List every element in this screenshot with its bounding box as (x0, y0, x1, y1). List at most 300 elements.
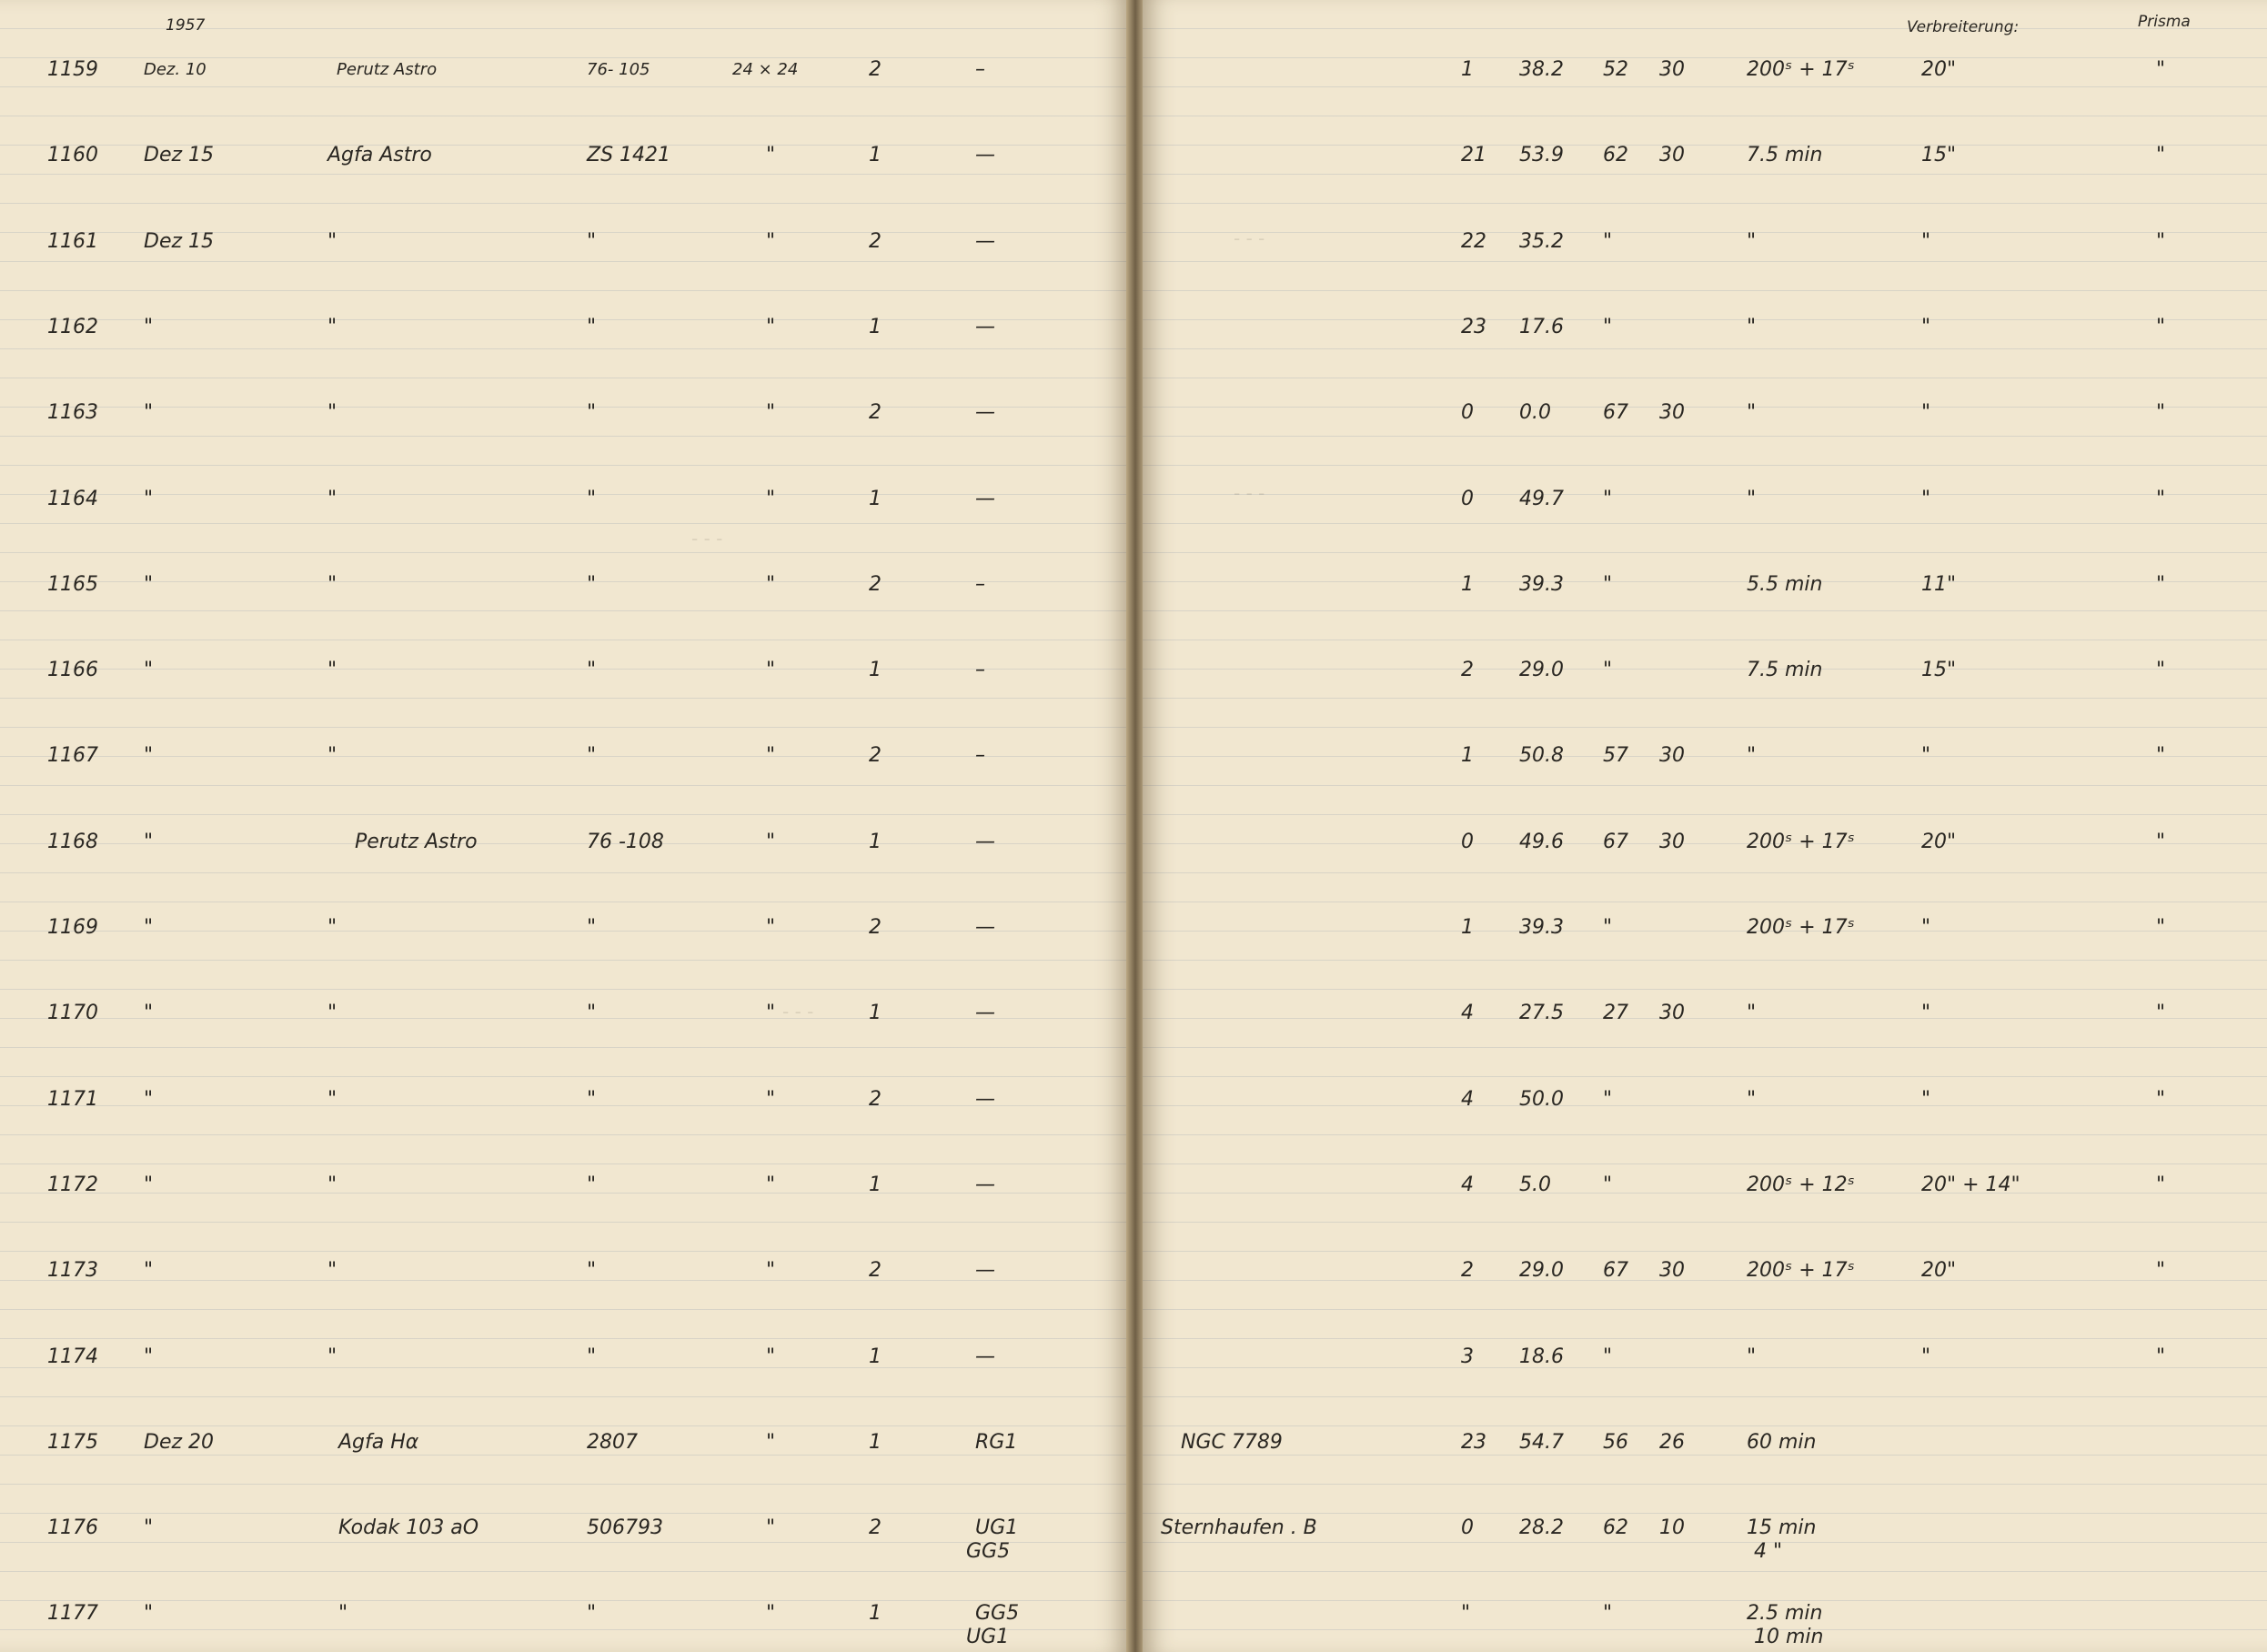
prisma-header: Prisma (2138, 13, 2191, 31)
dec-minutes-cell: 30 (1659, 1002, 1685, 1025)
ra-minutes-cell: 53.9 (1519, 144, 1564, 167)
film-cell: Perutz Astro (355, 830, 478, 853)
plate-number: 1166 (47, 659, 98, 682)
emulsion-cell: " (587, 1602, 597, 1626)
filter-cell: – (975, 572, 985, 596)
table-row (1143, 1597, 2267, 1649)
emulsion-cell: 506793 (587, 1516, 663, 1540)
dec-degrees-cell: " (1603, 659, 1613, 682)
emulsion-cell: " (587, 401, 597, 425)
table-row (0, 310, 1128, 347)
dec-degrees-cell: 27 (1603, 1002, 1628, 1025)
ra-hours-cell: 22 (1461, 229, 1486, 253)
emulsion-cell: " (587, 487, 597, 510)
exposure-cell: 7.5 min (1747, 659, 1823, 682)
count-cell: 2 (869, 1259, 882, 1283)
emulsion-cell: 2807 (587, 1430, 638, 1454)
count-cell: 2 (869, 744, 882, 768)
table-row (0, 138, 1128, 175)
dec-degrees-cell: 52 (1603, 58, 1628, 81)
plate-number: 1167 (47, 744, 98, 768)
plate-number: 1162 (47, 315, 98, 338)
size-cell: " (766, 229, 776, 253)
count-cell: 1 (869, 659, 882, 682)
table-row (0, 825, 1128, 861)
date-cell: Dez 15 (144, 144, 215, 167)
count-cell: 2 (869, 1516, 882, 1540)
film-cell: Agfa Hα (338, 1430, 419, 1454)
filter-cell: — (975, 144, 995, 167)
dec-degrees-cell: 57 (1603, 744, 1628, 768)
film-cell: " (327, 315, 338, 338)
table-row (1143, 1254, 2267, 1290)
filter-cell: — (975, 487, 995, 510)
size-cell: " (766, 830, 776, 853)
exposure-cell: 15 min (1747, 1516, 1817, 1540)
size-cell: " (766, 1430, 776, 1454)
size-cell: " (766, 1516, 776, 1540)
ra-hours-cell: 0 (1461, 1516, 1474, 1540)
emulsion-cell: " (587, 1259, 597, 1283)
size-cell: " (766, 401, 776, 425)
filter-cell: — (975, 1345, 995, 1368)
ra-hours-cell: 3 (1461, 1345, 1474, 1368)
bleed-through-text: - - - (782, 1001, 814, 1022)
table-row (1143, 739, 2267, 775)
film-cell: " (327, 659, 338, 682)
film-cell: " (327, 1345, 338, 1368)
count-cell: 1 (869, 487, 882, 510)
ra-minutes-cell: 5.0 (1519, 1173, 1551, 1196)
dec-degrees-cell: " (1603, 572, 1613, 596)
ra-hours-cell: 4 (1461, 1087, 1474, 1111)
ra-minutes-cell: 17.6 (1519, 315, 1564, 338)
dec-minutes-cell: 26 (1659, 1430, 1685, 1454)
bleed-through-text: - - - (691, 528, 723, 549)
prism-cell: " (2156, 572, 2166, 596)
widening-cell: " (1921, 1345, 1931, 1368)
exposure-cell: " (1747, 315, 1757, 338)
widening-cell: " (1921, 916, 1931, 939)
dec-degrees-cell: " (1603, 1602, 1613, 1626)
exposure-cell: 2.5 min (1747, 1602, 1823, 1626)
ra-minutes-cell: 39.3 (1519, 916, 1564, 939)
ra-hours-cell: 23 (1461, 1430, 1486, 1454)
table-row (1143, 996, 2267, 1032)
size-cell: " (766, 1345, 776, 1368)
ra-hours-cell: 0 (1461, 401, 1474, 425)
filter-cell: — (975, 315, 995, 338)
size-cell: 24 × 24 (732, 60, 799, 79)
filter-cell: — (975, 1259, 995, 1283)
plate-number: 1176 (47, 1516, 98, 1540)
table-row (0, 1083, 1128, 1119)
widening-cell: " (1921, 401, 1931, 425)
filter-cell: — (975, 916, 995, 939)
plate-number: 1161 (47, 229, 98, 253)
dec-degrees-cell: " (1603, 315, 1613, 338)
count-cell: 1 (869, 1173, 882, 1196)
count-cell: 1 (869, 1002, 882, 1025)
table-row (1143, 1168, 2267, 1204)
filter-cell: – (975, 58, 985, 81)
emulsion-cell: " (587, 659, 597, 682)
table-row (1143, 138, 2267, 175)
object-cell: NGC 7789 (1181, 1430, 1283, 1454)
ra-minutes-cell: 18.6 (1519, 1345, 1564, 1368)
dec-degrees-cell: " (1603, 916, 1613, 939)
size-cell: " (766, 1602, 776, 1626)
ra-hours-cell: 1 (1461, 58, 1474, 81)
film-cell: " (327, 1259, 338, 1283)
table-row (0, 482, 1128, 519)
filter-cell: — (975, 401, 995, 425)
filter-cell: – (975, 744, 985, 768)
count-cell: 1 (869, 1602, 882, 1626)
dec-degrees-cell: " (1603, 487, 1613, 510)
count-cell: 2 (869, 1087, 882, 1111)
dec-minutes-cell: 30 (1659, 58, 1685, 81)
emulsion-cell: 76 -108 (587, 830, 664, 853)
exposure-cell: 200ˢ + 17ˢ (1747, 830, 1855, 853)
ra-minutes-cell: 49.7 (1519, 487, 1564, 510)
table-row (0, 1340, 1128, 1376)
plate-number: 1173 (47, 1259, 98, 1283)
ra-hours-cell: 1 (1461, 744, 1474, 768)
dec-degrees-cell: 62 (1603, 1516, 1628, 1540)
dec-minutes-cell: 30 (1659, 1259, 1685, 1283)
table-row (0, 396, 1128, 432)
emulsion-cell: " (587, 916, 597, 939)
bleed-through-text: - - - (1234, 227, 1265, 249)
dec-degrees-cell: 67 (1603, 401, 1628, 425)
dec-minutes-cell: 30 (1659, 744, 1685, 768)
exposure-cell: 200ˢ + 17ˢ (1747, 1259, 1855, 1283)
table-row (0, 225, 1128, 261)
table-row (0, 996, 1128, 1032)
widening-cell: 20" + 14" (1921, 1173, 2020, 1196)
filter-cell-second: GG5 (966, 1540, 1011, 1564)
count-cell: 1 (869, 830, 882, 853)
exposure-cell: " (1747, 487, 1757, 510)
date-cell: " (144, 315, 154, 338)
filter-cell: — (975, 830, 995, 853)
ra-hours-cell: 1 (1461, 916, 1474, 939)
filter-cell: — (975, 1087, 995, 1111)
film-cell: Agfa Astro (327, 144, 432, 167)
film-cell: " (338, 1602, 348, 1626)
film-cell: " (327, 1087, 338, 1111)
prism-cell: " (2156, 401, 2166, 425)
dec-minutes-cell: 30 (1659, 830, 1685, 853)
table-row (0, 1597, 1128, 1649)
dec-degrees-cell: 56 (1603, 1430, 1628, 1454)
plate-number: 1169 (47, 916, 98, 939)
date-cell: " (144, 487, 154, 510)
size-cell: " (766, 659, 776, 682)
ra-hours-cell: " (1461, 1602, 1471, 1626)
film-cell: Perutz Astro (337, 60, 438, 79)
widening-cell: " (1921, 1087, 1931, 1111)
dec-degrees-cell: " (1603, 1345, 1613, 1368)
exposure-cell: " (1747, 1002, 1757, 1025)
size-cell: " (766, 916, 776, 939)
bleed-through-text: - - - (1234, 482, 1265, 504)
size-cell: " (766, 1173, 776, 1196)
plate-number: 1163 (47, 401, 98, 425)
plate-number: 1164 (47, 487, 98, 510)
table-row (1143, 1511, 2267, 1564)
year-label: 1957 (166, 16, 206, 35)
prism-cell: " (2156, 487, 2166, 510)
emulsion-cell: " (587, 744, 597, 768)
table-row (1143, 1340, 2267, 1376)
emulsion-cell: " (587, 229, 597, 253)
ra-hours-cell: 4 (1461, 1002, 1474, 1025)
date-cell: " (144, 1173, 154, 1196)
film-cell: " (327, 401, 338, 425)
ra-minutes-cell: 39.3 (1519, 572, 1564, 596)
ra-minutes-cell: 27.5 (1519, 1002, 1564, 1025)
date-cell: " (144, 1516, 154, 1540)
ra-minutes-cell: 29.0 (1519, 1259, 1564, 1283)
filter-cell: UG1 (975, 1516, 1019, 1540)
dec-degrees-cell: " (1603, 229, 1613, 253)
table-row (1143, 1083, 2267, 1119)
widening-cell: 15" (1921, 144, 1957, 167)
dec-degrees-cell: " (1603, 1087, 1613, 1111)
dec-degrees-cell: 62 (1603, 144, 1628, 167)
size-cell: " (766, 744, 776, 768)
plate-number: 1175 (47, 1430, 98, 1454)
film-cell: " (327, 916, 338, 939)
table-row (1143, 396, 2267, 432)
table-row (0, 1511, 1128, 1564)
widening-cell: 20" (1921, 830, 1957, 853)
size-cell: " (766, 144, 776, 167)
count-cell: 1 (869, 1345, 882, 1368)
right-page (1143, 0, 2267, 1652)
table-row (1143, 482, 2267, 519)
exposure-cell: 5.5 min (1747, 572, 1823, 596)
size-cell: " (766, 1002, 776, 1025)
date-cell: " (144, 659, 154, 682)
exposure-cell: 7.5 min (1747, 144, 1823, 167)
table-row (0, 739, 1128, 775)
prism-cell: " (2156, 830, 2166, 853)
filter-cell: – (975, 659, 985, 682)
date-cell: Dez. 10 (144, 60, 207, 79)
date-cell: " (144, 744, 154, 768)
plate-number: 1170 (47, 1002, 98, 1025)
ra-minutes-cell: 54.7 (1519, 1430, 1564, 1454)
table-row (1143, 568, 2267, 604)
prism-cell: " (2156, 1345, 2166, 1368)
date-cell: " (144, 1087, 154, 1111)
prism-cell: " (2156, 916, 2166, 939)
dec-minutes-cell: 10 (1659, 1516, 1685, 1540)
date-cell: " (144, 1345, 154, 1368)
size-cell: " (766, 572, 776, 596)
object-cell: Sternhaufen . B (1161, 1516, 1317, 1540)
date-cell: " (144, 401, 154, 425)
emulsion-cell: " (587, 1173, 597, 1196)
count-cell: 1 (869, 144, 882, 167)
table-row (1143, 225, 2267, 261)
widening-cell: " (1921, 744, 1931, 768)
widening-cell: " (1921, 229, 1931, 253)
widening-cell: 20" (1921, 58, 1957, 81)
prism-cell: " (2156, 144, 2166, 167)
ra-minutes-cell: 38.2 (1519, 58, 1564, 81)
filter-cell: — (975, 229, 995, 253)
size-cell: " (766, 487, 776, 510)
film-cell: " (327, 229, 338, 253)
widening-cell: 20" (1921, 1259, 1957, 1283)
exposure-cell: " (1747, 744, 1757, 768)
emulsion-cell: " (587, 315, 597, 338)
ra-hours-cell: 0 (1461, 487, 1474, 510)
film-cell: " (327, 572, 338, 596)
ra-minutes-cell: 28.2 (1519, 1516, 1564, 1540)
exposure-cell: 200ˢ + 12ˢ (1747, 1173, 1855, 1196)
ra-minutes-cell: 0.0 (1519, 401, 1551, 425)
exposure-cell: " (1747, 1087, 1757, 1111)
film-cell: Kodak 103 aO (338, 1516, 479, 1540)
book-gutter (1126, 0, 1144, 1652)
ra-hours-cell: 23 (1461, 315, 1486, 338)
ra-minutes-cell: 35.2 (1519, 229, 1564, 253)
widening-cell: " (1921, 315, 1931, 338)
date-cell: Dez 20 (144, 1430, 215, 1454)
size-cell: " (766, 315, 776, 338)
table-row (1143, 653, 2267, 690)
dec-degrees-cell: 67 (1603, 830, 1628, 853)
plate-number: 1168 (47, 830, 98, 853)
film-cell: " (327, 1173, 338, 1196)
filter-cell: GG5 (975, 1602, 1020, 1626)
plate-number: 1172 (47, 1173, 98, 1196)
widening-cell: " (1921, 1002, 1931, 1025)
plate-number: 1171 (47, 1087, 98, 1111)
prism-cell: " (2156, 1173, 2166, 1196)
filter-cell: RG1 (975, 1430, 1018, 1454)
date-cell: " (144, 916, 154, 939)
count-cell: 2 (869, 916, 882, 939)
count-cell: 2 (869, 229, 882, 253)
emulsion-cell: " (587, 1087, 597, 1111)
exposure-cell-second: 4 " (1754, 1540, 1783, 1564)
date-cell: " (144, 1002, 154, 1025)
table-row (0, 568, 1128, 604)
size-cell: " (766, 1259, 776, 1283)
prism-cell: " (2156, 744, 2166, 768)
table-row (0, 1425, 1128, 1462)
emulsion-cell: " (587, 1002, 597, 1025)
prism-cell: " (2156, 315, 2166, 338)
emulsion-cell: " (587, 1345, 597, 1368)
verbreiterung-header: Verbreiterung: (1907, 18, 2020, 36)
dec-minutes-cell: 30 (1659, 144, 1685, 167)
ra-hours-cell: 2 (1461, 659, 1474, 682)
table-row (0, 53, 1128, 89)
exposure-cell: 200ˢ + 17ˢ (1747, 916, 1855, 939)
count-cell: 2 (869, 572, 882, 596)
date-cell: " (144, 572, 154, 596)
exposure-cell: " (1747, 229, 1757, 253)
date-cell: " (144, 1602, 154, 1626)
ra-hours-cell: 1 (1461, 572, 1474, 596)
filter-cell: — (975, 1173, 995, 1196)
prism-cell: " (2156, 1259, 2166, 1283)
plate-number: 1177 (47, 1602, 98, 1626)
table-row (0, 911, 1128, 947)
dec-degrees-cell: 67 (1603, 1259, 1628, 1283)
widening-cell: 15" (1921, 659, 1957, 682)
table-row (1143, 911, 2267, 947)
ra-minutes-cell: 49.6 (1519, 830, 1564, 853)
date-cell: " (144, 1259, 154, 1283)
prism-cell: " (2156, 1002, 2166, 1025)
prism-cell: " (2156, 1087, 2166, 1111)
table-row (0, 653, 1128, 690)
film-cell: " (327, 744, 338, 768)
exposure-cell: " (1747, 1345, 1757, 1368)
prism-cell: " (2156, 659, 2166, 682)
plate-number: 1159 (47, 58, 98, 81)
widening-cell: " (1921, 487, 1931, 510)
ra-hours-cell: 0 (1461, 830, 1474, 853)
exposure-cell-second: 10 min (1754, 1626, 1824, 1649)
prism-cell: " (2156, 229, 2166, 253)
ra-hours-cell: 4 (1461, 1173, 1474, 1196)
dec-degrees-cell: " (1603, 1173, 1613, 1196)
plate-number: 1165 (47, 572, 98, 596)
count-cell: 2 (869, 401, 882, 425)
date-cell: " (144, 830, 154, 853)
table-row (1143, 825, 2267, 861)
table-row (0, 1168, 1128, 1204)
emulsion-cell: 76- 105 (587, 60, 650, 79)
film-cell: " (327, 487, 338, 510)
plate-number: 1174 (47, 1345, 98, 1368)
left-page (0, 0, 1128, 1652)
exposure-cell: 200ˢ + 17ˢ (1747, 58, 1855, 81)
ra-minutes-cell: 50.8 (1519, 744, 1564, 768)
exposure-cell: 60 min (1747, 1430, 1817, 1454)
widening-cell: 11" (1921, 572, 1957, 596)
table-row (0, 1254, 1128, 1290)
emulsion-cell: ZS 1421 (587, 144, 671, 167)
count-cell: 1 (869, 315, 882, 338)
filter-cell: — (975, 1002, 995, 1025)
count-cell: 1 (869, 1430, 882, 1454)
film-cell: " (327, 1002, 338, 1025)
filter-cell-second: UG1 (966, 1626, 1010, 1649)
prism-cell: " (2156, 58, 2166, 81)
count-cell: 2 (869, 58, 882, 81)
ra-minutes-cell: 29.0 (1519, 659, 1564, 682)
size-cell: " (766, 1087, 776, 1111)
ra-hours-cell: 2 (1461, 1259, 1474, 1283)
emulsion-cell: " (587, 572, 597, 596)
ra-minutes-cell: 50.0 (1519, 1087, 1564, 1111)
table-row (1143, 310, 2267, 347)
table-row (1143, 1425, 2267, 1462)
plate-number: 1160 (47, 144, 98, 167)
date-cell: Dez 15 (144, 229, 215, 253)
dec-minutes-cell: 30 (1659, 401, 1685, 425)
